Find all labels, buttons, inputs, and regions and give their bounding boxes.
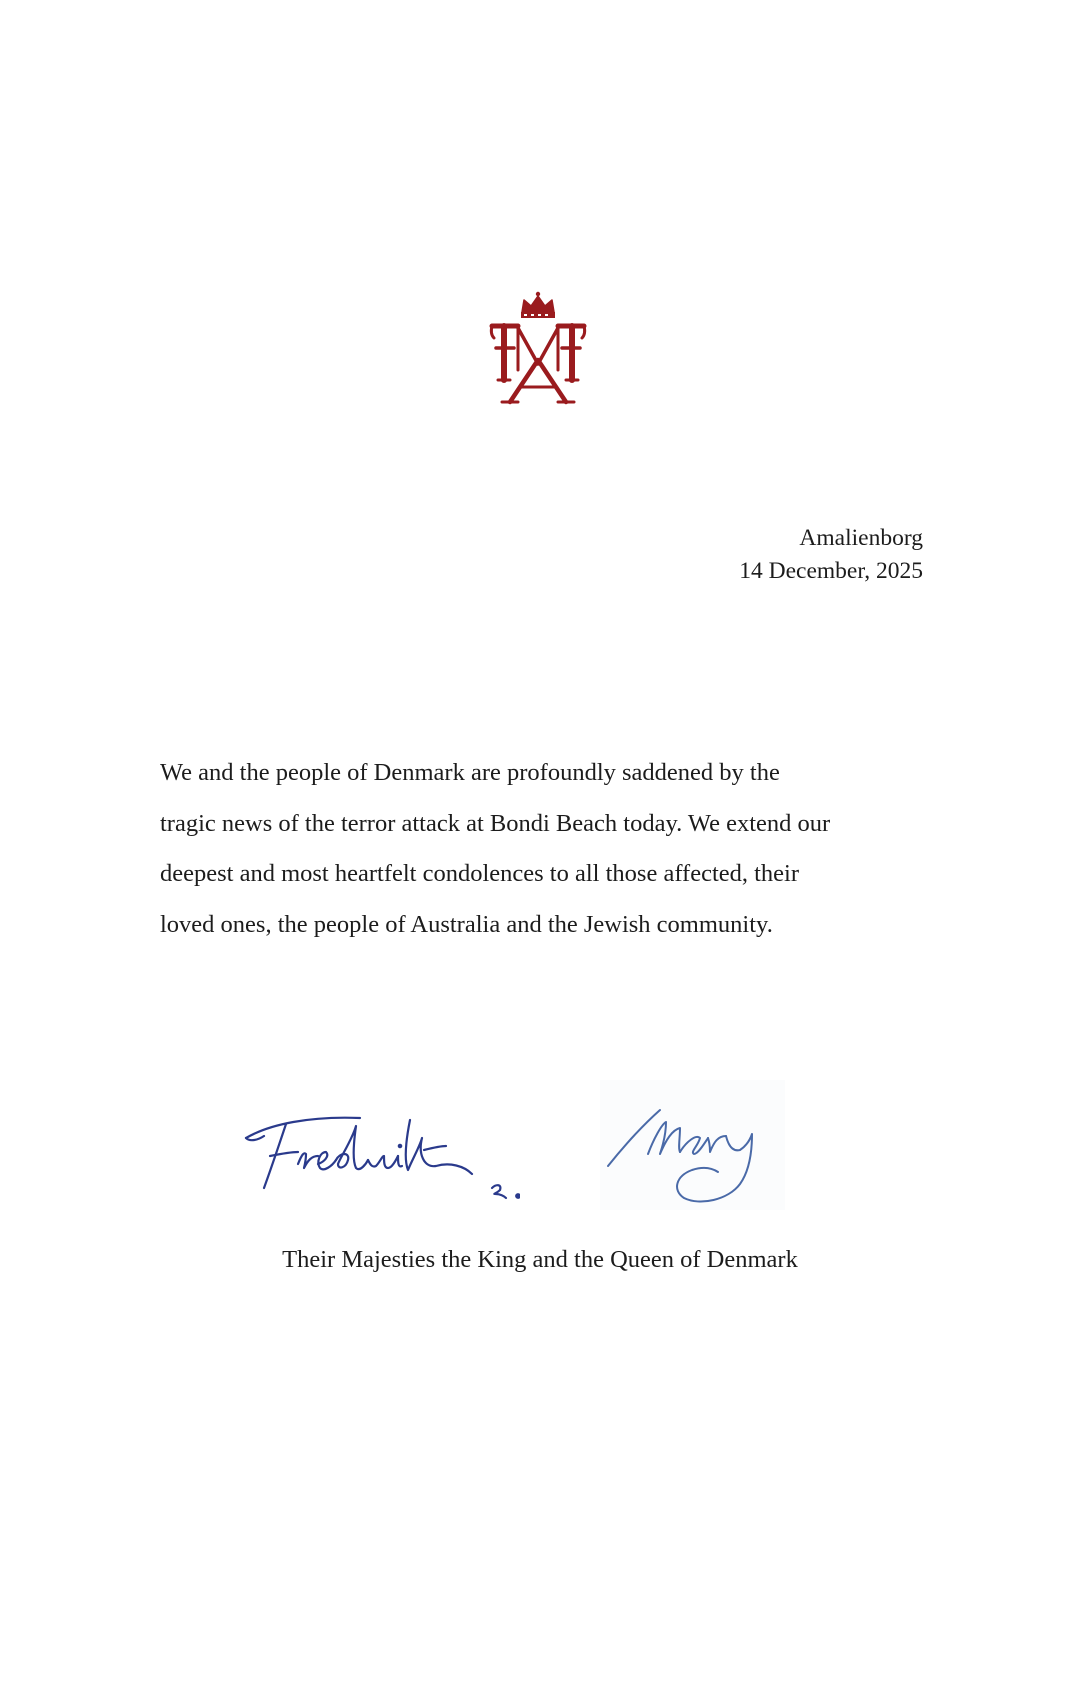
royal-crown-monogram-icon	[488, 290, 588, 405]
body-line: loved ones, the people of Australia and the Jewish community.	[160, 910, 773, 938]
place-line: Amalienborg	[799, 525, 923, 551]
body-line: deepest and most heartfelt condolences to all those affected, their	[160, 860, 800, 887]
place-and-date	[739, 522, 923, 588]
letter-body	[160, 748, 940, 950]
signatory-line: Their Majesties the King and the Queen of Denmark	[282, 1246, 798, 1273]
body-line: We and the people of Denmark are profoundly saddened by the	[160, 759, 780, 786]
date-line: 14 December, 2025	[739, 558, 923, 584]
body-line: tragic news of the terror attack at Bondi Beach today. We extend our	[160, 809, 831, 837]
queen-signature	[600, 1080, 785, 1210]
king-signature	[240, 1080, 520, 1210]
